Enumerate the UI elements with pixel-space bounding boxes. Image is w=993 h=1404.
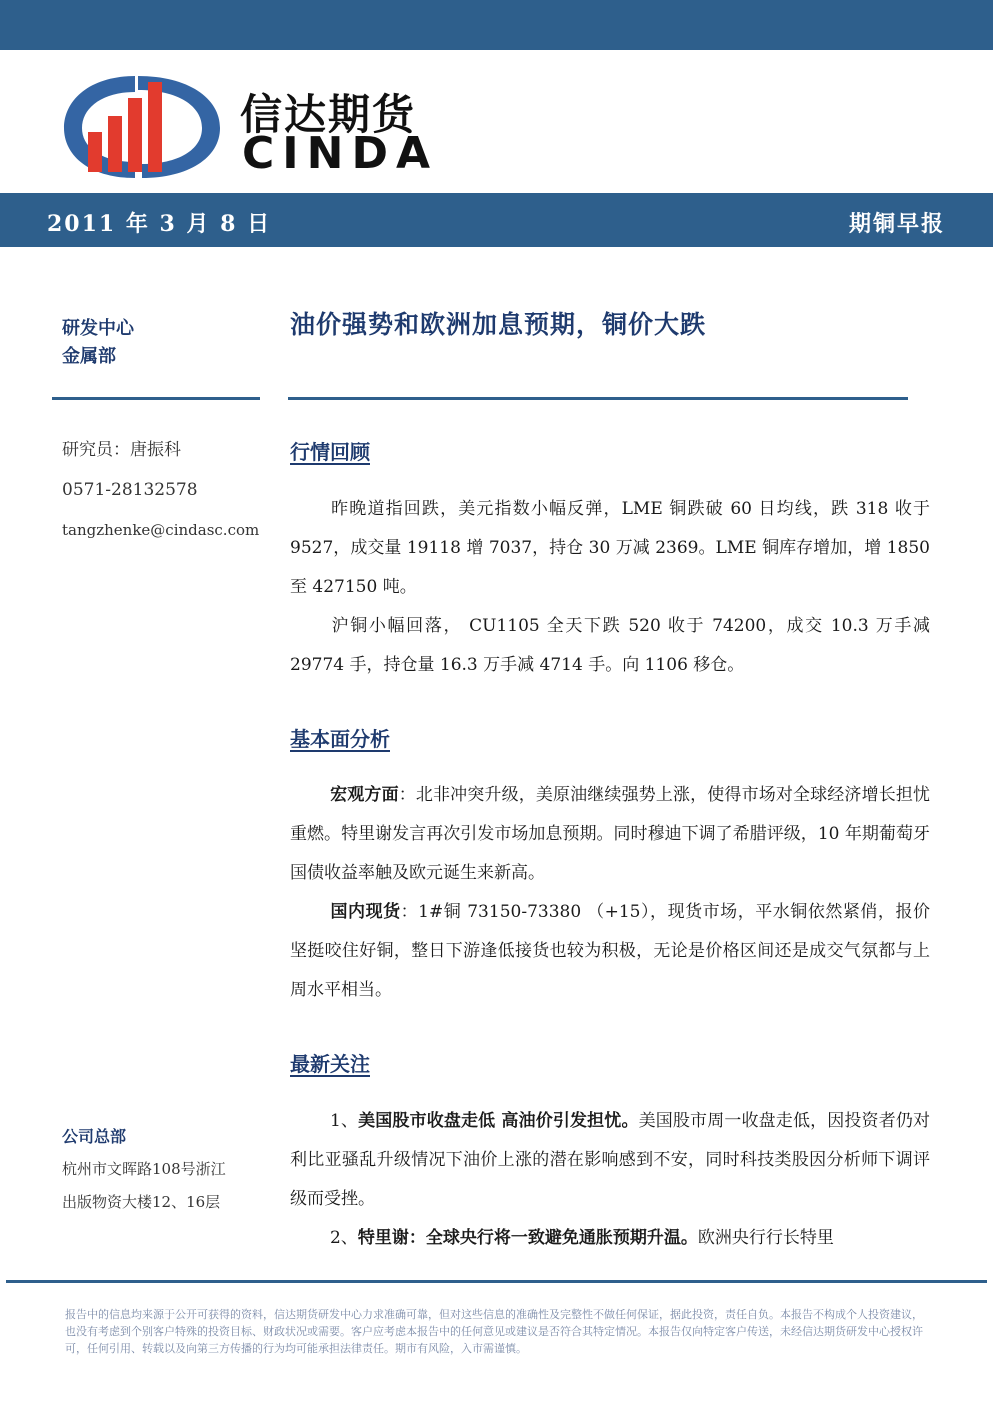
top-banner-bar [0,0,993,50]
sidebar-department [62,315,134,371]
title-divider [288,397,908,400]
section-heading-fundamental: 基本面分析 [290,727,390,751]
hq-title: 公司总部 [62,1127,127,1146]
report-date: 2011 年 3 月 8 日 [47,211,272,237]
cinda-logo-mark-icon [60,70,230,185]
date-banner-bar [0,193,993,247]
sidebar-divider [52,397,260,400]
news-item-1-headline: 美国股市收盘走低 高油价引发担忧。 [358,1111,639,1131]
section-heading-news: 最新关注 [290,1052,370,1076]
news-item-1-number: 1、 [330,1111,359,1131]
review-paragraph-1 [290,490,930,607]
spot-text: ：1#铜 73150-73380 （+15），现货市场，平水铜依然紧俏，报价坚挺咬住好铜，整日下游逢低接货也较为积极，无论是价格区间还是成交气氛都与上周水平相当。 [290,902,930,1000]
document-title: 油价强势和欧洲加息预期，铜价大跌 [290,310,707,339]
logo-chinese-name: 信达期货 [240,90,417,139]
analyst-email[interactable]: tangzhenke@cindasc.com [62,521,260,539]
news-item-1-text: 美国股市周一收盘走低，因投资者仍对利比亚骚乱升级情况下油价上涨的潜在影响感到不安，同时科技类股因分析师下调评级而受挫。 [290,1111,930,1209]
cinda-logo [60,70,450,185]
news-item-1 [290,1102,930,1219]
macro-label: 宏观方面 [330,785,399,805]
logo-english-name: CINDA [242,128,439,179]
footer-divider [6,1280,987,1283]
dept-line-2: 金属部 [62,346,116,367]
hq-address-line-2: 出版物资大楼12、16层 [62,1193,221,1211]
legal-disclaimer: 报告中的信息均来源于公开可获得的资料，信达期货研发中心力求准确可靠，但对这些信息的准确性及完整性不做任何保证，据此投资，责任自负。本报告不构成个人投资建议，也没有考虑到个别客户特殊的投资目标、财政状况或需要。客户应考虑本报告中的任何意见或建议是否符合其特定情况。本报告仅向特定客户传送，未经信达期货研发中心授权许可，任何引用、转载以及向第三方传播的行为均可能承担法律责任。期市有风险，入市需谨慎。 [65,1308,923,1355]
analyst-phone: 0571-28132578 [62,480,198,500]
report-type: 期铜早报 [848,211,945,237]
macro-paragraph [290,776,930,893]
news-item-2-text: 欧洲央行行长特里 [697,1228,834,1248]
analyst-name: 研究员：唐振科 [62,440,181,460]
hq-address-line-1: 杭州市文晖路108号浙江 [62,1160,226,1178]
spot-paragraph [290,893,930,1010]
news-item-2-headline: 特里谢：全球央行将一致避免通胀预期升温。 [357,1228,698,1248]
analyst-info [62,430,259,550]
review-paragraph-2 [290,607,930,685]
dept-line-1: 研发中心 [62,318,134,339]
spot-label: 国内现货 [330,902,401,922]
company-headquarters [62,1120,226,1219]
macro-text: ：北非冲突升级，美原油继续强势上涨，使得市场对全球经济增长担忧重燃。特里谢发言再次引发市场加息预期。同时穆迪下调了希腊评级，10 年期葡萄牙国债收益率触及欧元诞生来新高。 [290,785,931,883]
review-p2-text: 沪铜小幅回落， CU1105 全天下跌 520 收于 74200，成交 10.3 万手减 29774 手，持仓量 16.3 万手减 4714 手。向 1106 移仓。 [290,616,930,675]
news-item-2 [290,1219,930,1258]
review-p1-text: 昨晚道指回跌，美元指数小幅反弹，LME 铜跌破 60 日均线，跌 318 收于 9527，成交量 19118 增 7037，持仓 30 万减 2369。LME 铜库存增加，增 1850 至 427150 吨。 [290,499,930,597]
section-heading-review: 行情回顾 [290,440,370,464]
news-item-2-number: 2、 [330,1228,358,1248]
